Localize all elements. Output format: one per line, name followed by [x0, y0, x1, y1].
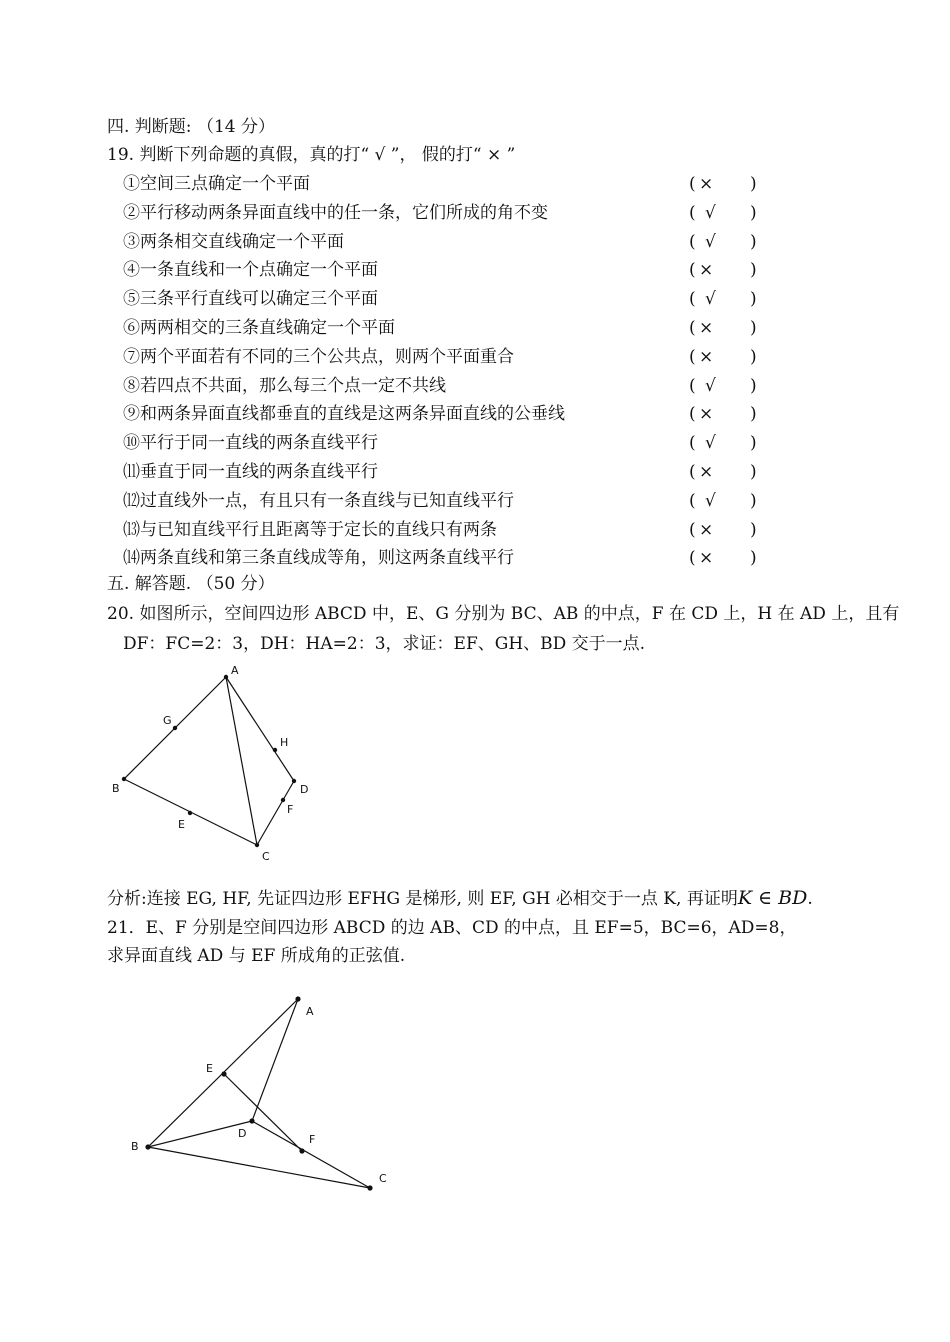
bracket-close: ) — [750, 462, 757, 482]
answer-mark: × — [699, 520, 714, 540]
item-number: ⑧ — [123, 376, 140, 396]
item-number: ① — [123, 174, 140, 194]
answer-mark: × — [699, 260, 714, 280]
item-number: ⑤ — [123, 289, 140, 309]
item-number: ⑿ — [123, 491, 140, 511]
bracket-open: ( — [689, 548, 696, 568]
bracket-close: ) — [750, 404, 757, 424]
bracket-open: ( — [689, 203, 696, 223]
fig21-label-c: C — [379, 1172, 387, 1185]
question-20-line-2: DF：FC=2：3，DH：HA=2：3，求证：EF、GH、BD 交于一点. — [123, 634, 646, 654]
item-text: 空间三点确定一个平面 — [140, 174, 310, 194]
question-19-stem: 19. 判断下列命题的真假，真的打“ √ ”， 假的打“ × ” — [107, 145, 516, 165]
bracket-close: ) — [750, 376, 757, 396]
fig20-label-g: G — [163, 714, 172, 727]
section-4-title: 四. 判断题: （14 分） — [107, 117, 275, 137]
item-number: ③ — [123, 232, 140, 252]
item-number: ⑦ — [123, 347, 140, 367]
item-text: 两条直线和第三条直线成等角，则这两条直线平行 — [140, 548, 514, 568]
question-20-line-1: 20. 如图所示，空间四边形 ABCD 中，E、G 分别为 BC、AB 的中点，F 在 CD 上，H 在 AD 上，且有 — [107, 604, 900, 624]
fig20-label-a: A — [231, 664, 239, 677]
item-text: 两条相交直线确定一个平面 — [140, 232, 344, 252]
item-text: 两个平面若有不同的三个公共点，则两个平面重合 — [140, 347, 514, 367]
bracket-open: ( — [689, 433, 696, 453]
answer-mark: × — [699, 318, 714, 338]
bracket-open: ( — [689, 376, 696, 396]
bracket-open: ( — [689, 520, 696, 540]
bracket-close: ) — [750, 260, 757, 280]
answer-mark: √ — [705, 232, 716, 252]
bracket-open: ( — [689, 491, 696, 511]
fig21-label-b: B — [131, 1140, 139, 1153]
item-number: ⑨ — [123, 404, 140, 424]
analysis-end: . — [807, 889, 813, 909]
bracket-close: ) — [750, 520, 757, 540]
bracket-open: ( — [689, 347, 696, 367]
item-number: ⒀ — [123, 520, 140, 540]
bracket-open: ( — [689, 318, 696, 338]
bracket-close: ) — [750, 318, 757, 338]
item-text: 过直线外一点，有且只有一条直线与已知直线平行 — [140, 491, 514, 511]
fig20-label-h: H — [280, 736, 289, 749]
bracket-close: ) — [750, 232, 757, 252]
bracket-open: ( — [689, 232, 696, 252]
section-5-title: 五. 解答题. （50 分） — [107, 574, 275, 594]
item-text: 一条直线和一个点确定一个平面 — [140, 260, 378, 280]
item-text: 两两相交的三条直线确定一个平面 — [140, 318, 395, 338]
item-text: 平行移动两条异面直线中的任一条，它们所成的角不变 — [140, 203, 548, 223]
bracket-open: ( — [689, 260, 696, 280]
item-text: 和两条异面直线都垂直的直线是这两条异面直线的公垂线 — [140, 404, 565, 424]
bracket-open: ( — [689, 174, 696, 194]
fig21-label-a: A — [306, 1005, 314, 1018]
item-text: 与已知直线平行且距离等于定长的直线只有两条 — [140, 520, 497, 540]
bracket-open: ( — [689, 289, 696, 309]
bracket-open: ( — [689, 404, 696, 424]
bracket-close: ) — [750, 174, 757, 194]
fig21-label-e: E — [206, 1062, 213, 1075]
item-text: 三条平行直线可以确定三个平面 — [140, 289, 378, 309]
bracket-close: ) — [750, 289, 757, 309]
item-number: ④ — [123, 260, 140, 280]
answer-mark: × — [699, 462, 714, 482]
bracket-open: ( — [689, 462, 696, 482]
item-text: 垂直于同一直线的两条直线平行 — [140, 462, 378, 482]
answer-mark: √ — [705, 376, 716, 396]
fig20-label-c: C — [262, 850, 270, 863]
bracket-close: ) — [750, 548, 757, 568]
item-number: ⑩ — [123, 433, 140, 453]
answer-mark: × — [699, 174, 714, 194]
fig21-label-f: F — [309, 1133, 316, 1146]
answer-mark: √ — [705, 203, 716, 223]
question-21-line-2: 求异面直线 AD 与 EF 所成角的正弦值. — [107, 946, 406, 966]
answer-mark: √ — [705, 491, 716, 511]
analysis-math: K ∈ BD — [737, 887, 808, 909]
fig21-label-d: D — [238, 1127, 247, 1140]
answer-mark: × — [699, 347, 714, 367]
item-number: ⑾ — [123, 462, 140, 482]
question-21-line-1: 21．E、F 分别是空间四边形 ABCD 的边 AB、CD 的中点，且 EF=5，BC=6，AD=8， — [107, 918, 797, 938]
fig20-label-b: B — [112, 782, 120, 795]
bracket-close: ) — [750, 433, 757, 453]
item-text: 平行于同一直线的两条直线平行 — [140, 433, 378, 453]
answer-mark: × — [699, 548, 714, 568]
analysis-text: 分析:连接 EG, HF, 先证四边形 EFHG 是梯形, 则 EF, GH 必相交于一点 K, 再证明 — [107, 889, 738, 909]
fig20-label-d: D — [300, 783, 309, 796]
bracket-close: ) — [750, 491, 757, 511]
fig20-label-e: E — [178, 818, 185, 831]
bracket-close: ) — [750, 203, 757, 223]
item-number: ② — [123, 203, 140, 223]
item-number: ⒁ — [123, 548, 140, 568]
item-number: ⑥ — [123, 318, 140, 338]
answer-mark: √ — [705, 289, 716, 309]
item-text: 若四点不共面，那么每三个点一定不共线 — [140, 376, 446, 396]
fig20-label-f: F — [287, 803, 294, 816]
bracket-close: ) — [750, 347, 757, 367]
answer-mark: × — [699, 404, 714, 424]
answer-mark: √ — [705, 433, 716, 453]
